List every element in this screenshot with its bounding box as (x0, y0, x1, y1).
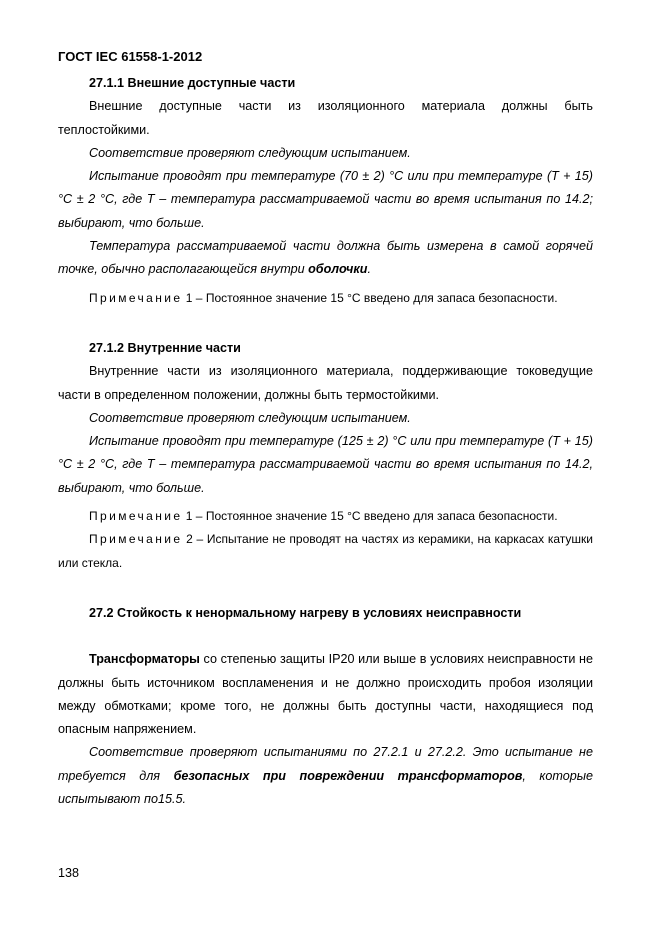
document-body (58, 72, 593, 811)
compliance-paragraph: Соответствие проверяют следующим испытанием. (89, 145, 411, 160)
paragraph: Внутренние части из изоляционного материала, поддерживающие токоведущие части в определенном положении, должны быть термостойкими. (58, 364, 593, 402)
note-text: 1 – Постоянное значение 15 °С введено для запаса безопасности. (182, 509, 558, 524)
section-heading: 27.1.1 Внешние доступные части (89, 76, 296, 90)
note-label: Примечание (89, 509, 183, 524)
section-27-1-2 (58, 337, 593, 575)
section-27-2 (58, 602, 593, 811)
note (58, 528, 593, 575)
compliance-paragraph (58, 741, 593, 811)
text-run: , которые испытывают по15.5. (58, 768, 594, 807)
note-text: 2 – Испытание не проводят на частях из керамики, на каркасах катушки или стекла. (58, 532, 593, 570)
document-header: ГОСТ IEC 61558-1-2012 (58, 49, 203, 64)
section-27-1-1 (58, 72, 593, 310)
defined-term: безопасных при повреждении трансформаторов (173, 768, 523, 783)
measurement-paragraph (58, 235, 593, 282)
paragraph (58, 648, 593, 741)
defined-term: Трансформаторы (89, 652, 200, 667)
page-number: 138 (58, 866, 80, 880)
section-heading: 27.1.2 Внутренние части (89, 340, 241, 355)
paragraph: Внешние доступные части из изоляционного материала должны быть теплостойкими. (58, 99, 593, 137)
test-paragraph: Испытание проводят при температуре (70 ± 2) °С или при температуре (Т + 15) °С ± 2 °С, где Т – температура рассматриваемой части во время испытания по 14.2; выбирают, что больше. (58, 169, 593, 230)
note (58, 505, 593, 528)
text-run: Соответствие проверяют испытаниями по 27.2.1 и 27.2.2. Это испытание не требуется для (58, 745, 593, 783)
section-heading: 27.2 Стойкость к ненормальному нагреву в условиях неисправности (89, 605, 522, 620)
note-label: Примечание (89, 532, 183, 547)
test-paragraph: Испытание проводят при температуре (125 ± 2) °С или при температуре (Т + 15) °С ± 2 °С, где Т – температура рассматриваемой части во время испытания по 14.2, выбирают, что больше. (58, 434, 593, 495)
note (58, 287, 593, 310)
note-label: Примечание (89, 290, 183, 305)
defined-term: оболочки (308, 262, 368, 277)
text-run: со степенью защиты IP20 или выше в условиях неисправности не должны быть источником воспламенения и не должно происходить пробоя изоляции между обмотками; кроме того, не должны быть доступны части, находящиеся под опасным напряжением. (58, 652, 593, 737)
text-run: Температура рассматриваемой части должна быть измерена в самой горячей точке, обычно располагающейся внутри (58, 239, 593, 277)
note-text: 1 – Постоянное значение 15 °С введено для запаса безопасности. (182, 290, 558, 305)
compliance-paragraph: Соответствие проверяют следующим испытанием. (89, 410, 411, 425)
text-run: . (367, 262, 371, 277)
